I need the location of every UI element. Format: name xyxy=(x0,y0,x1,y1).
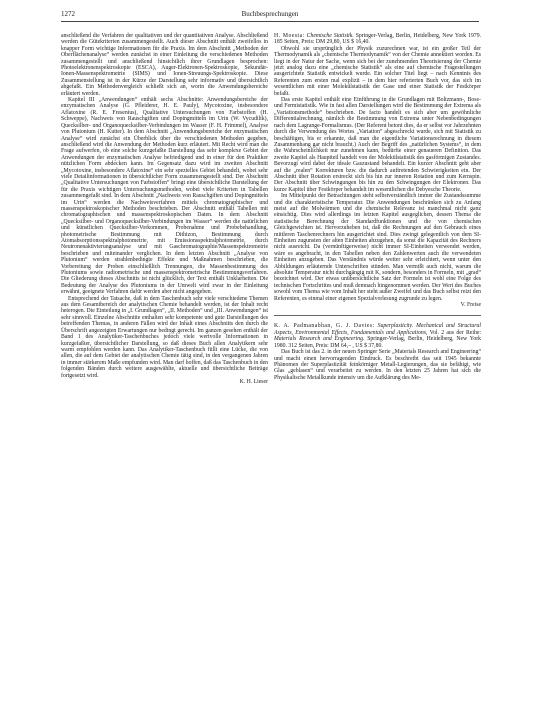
book-title: Superplasticity. Mechanical and Structural Aspects, Environmental Effects, Fundamentals and Applications, xyxy=(274,323,482,336)
right-column xyxy=(274,33,481,381)
page-number: 1272 xyxy=(61,10,75,18)
paragraph: anschließend die Verfahren der qualitativen und der quantitativen Analyse. Abschließend werden die Gütekriterien zusammengestellt. Auch dieser Abschnitt enthält zweifellos in knapper Form wichtige Informationen für die Praxis. Im dem Abschnitt „Methoden der Oberflächenanalyse“ werden zunächst in einer Einleitung die verschiedenen Methoden zusammengestellt und anschließend hinsichtlich ihrer Grundlagen besprochen: Photoelektronenspektroskopie (ESCA), Auger-Elektronen-Spektroskopie, Sekundär-Ionen-Massenspektrometrie (SIMS) und Ionen-Streuungs-Spektroskopie. Diese Zusammenstellung ist in der Kürze der Darstellung sehr informativ und übersichtlich abgefaßt. Ein Methodenvergleich schließt sich an, worin die Anwendungsbereiche erläutert werden. xyxy=(61,33,268,97)
paragraph: Im Mittelpunkt der Betrachtungen steht selbstverständlich immer die Zustandssumme und die charakteristische Temperatur. Die Anwendungen beschränken sich zu Anfang meist auf die Molwärmen und die chemische Relevanz ist manchmal nicht ganz einsichtig. Dies wird allerdings im letzten Kapitel ausgeglichen, dessen Thema die statistische Berechnung der Standardfunktionen und die von chemischen Gleichgewichten ist. Hervorzuheben ist, daß die Rechnungen auf den Gebrauch eines mittleren Taschenrechners hin ausgerichtet sind. Dies zwingt gelegentlich von dem SI-Einheiten zugunsten der alten Einheiten abzugehen, da sonst die Kapazität des Rechners nicht ausreicht. Da (vernünftigerweise) nicht immer SI-Einheiten verwendet werden, wäre es angebracht, in den Tabellen neben den Zahlenwerten auch die verwendeten Einheiten anzugeben. Das Verständnis würde weiter sehr erleichtert, wenn unter den Abbildungen erläuternde Unterschriften stünden. Man vermißt auch nicht, warum die absolute Temperatur nicht durchgängig mit K, sondern, besonders in Formeln, mit „grad“ bezeichnet wird. Der etwas unübersichtliche Satz der Formeln ist wohl eine Folge des technischen Fortschrittes und muß demnach hingenommen werden. Der Wert des Buches sowohl vom Thema wie vom Inhalt her steht außer Zweifel und das Buch selbst reizt den Referenten, es einmal einer eigenen Spezialvorlesung zugrunde zu legen. xyxy=(274,193,481,302)
book-title: Chemische Statistik. xyxy=(306,33,354,39)
reviewer-signature: K. H. Lieser xyxy=(239,378,268,385)
paragraph: Kapitel III „Anwendungen“ enthält sechs Abschnitte: Anwendungsbereiche der enzymatischen Analyse (G. Pfleiderer, H. E. Pauly), Mycotoxine, insbesondere Aflatoxine (R. E. Fresenius), Qualitative Untersuchungen von Farbstoffen (H. Schweppe), Nachweis von Rauschgiften und Dopingmitteln im Urin (W. Vycudilik), Quecksilber- und Organoquecksilber-Verbindungen im Wasser (F. H. Frimmel), Analyse von Plutonium (H. Kutter). In dem Abschnitt „Anwendungsbereiche der enzymatischen Analyse“ wird zunächst ein Überblick über die verschiedenen Methoden gegeben, anschließend wird die Anwendung der Methoden kurz erläutert. Mit Recht wird man die Frage aufwerfen, ob eine solche kurzgefaßte Darstellung das sehr komplexe Gebiet der Anwendungen der enzymatischen Analyse befriedigend und in einer für den Praktiker nützlichen Form abdecken kann. Im Gegensatz dazu wird im zweiten Abschnitt „Mycotoxine, insbesondere Aflatoxine“ ein sehr spezielles Gebiet behandelt, wobei sehr viele Detailinformationen in übersichtlicher Form zusammengestellt sind. Der Abschnitt „Qualitative Untersuchungen von Farbstoffen“ bringt eine übersichtliche Darstellung der für die Praxis wichtigen Untersuchungsmethoden, wobei viele Kriterien in Tabellen zusammengefaßt sind. In dem Abschnitt „Nachweis von Rauschgiften und Dopingmitteln im Urin“ werden die Nachweisverfahren mittels chromatographischer und massenspektroskopischer Methoden beschrieben. Der Abschnitt enthält Tabellen mit chromatographischen und massenspektroskopischen Daten. In dem Abschnitt „Quecksilber- und Organoquecksilber-Verbindungen im Wasser“ werden die natürlichen und künstlichen Quecksilber-Vorkommen, Probenahme und Probebehandlung, photometrische Bestimmung mit Dithizon, Bestimmung durch Atomabsorptionsspektralphotometrie, mit Emissionsspektralphotometrie, durch Neutronenaktivierungsanalyse und mit Gaschromatographie/Massenspektrometrie beschrieben und miteinander verglichen. In dem letzten Abschnitt „Analyse von Plutonium“ werden strahlenbedingte Effekte und Maßnahmen beschrieben, die Vorbereitung der Proben einschließlich Trennungen, die Massenbestimmung des Plutoniums sowie radiometrische und massenspektrometrische Bestimmungsverfahren. Die Gliederung dieses Abschnitts ist nicht glücklich, der Text enthält Unklarheiten. Die Bedeutung der Analyse des Plutoniums in der Umwelt wird zwar in der Einleitung erwähnt, geeignete Verfahren dafür werden aber nicht angegeben. xyxy=(61,97,268,296)
paragraph: Entsprechend der Tatsache, daß in dem Taschenbuch sehr viele verschiedene Themen aus dem Gesamtbereich der analytischen Chemie behandelt werden, ist der Inhalt recht heterogen. Die Einteilung in „I. Grundlagen“, „II. Methoden“ und „III. Anwendungen“ ist sehr sinnvoll. Einzelne Abschnitte enthalten sehr kompetente und gute Darstellungen des betreffenden Themas, in anderen Fällen wird der Inhalt eines Abschnitts den durch die Überschrift angezeigten Erwartungen nur bedingt gerecht. Im ganzen gesehen enthält der Band 1 des Analytiker-Taschenbuches jedoch viele wertvolle Informationen in kurzgefaßter, übersichtlicher Darstellung, so daß dieses Buch allen Analytikern sehr warm empfohlen werden kann. Das Analytiker-Taschenbuch füllt eine Lücke, die von allen, die auf dem Gebiet der analytischen Chemie tätig sind, in den vergangenen Jahren in immer stärkerem Maße empfunden wird. Man darf hoffen, daß das Taschenbuch in den folgenden Bänden durch weitere ausgewählte, aktuelle und übersichtliche Beiträge fortgesetzt wird. xyxy=(61,295,268,379)
review-divider xyxy=(274,315,481,316)
book-publisher-info: Springer-Verlag, Berlin, Heidelberg, New York 1980. 312 Seiten, Preis: DM 64,– , US $ 37,80. xyxy=(274,336,481,349)
book-author: K. A. Padmanabhan, G. J. Davies: xyxy=(274,323,375,330)
paragraph: Obwohl sie ursprünglich der Physik zuzurechnen war, ist ein großer Teil der Thermodynamik als „chemische Thermodynamik“ von der Chemie annektiert worden. Es liegt in der Natur der Sache, wenn sich bei der zunehmenden Theorisierung der Chemie jetzt analog dazu eine „chemische Statistik“ als eine auf chemische Fragestellungen ausgerichtete Statistik entwickelt wurde. Ein solcher Titel liegt – nach Kenntnis des Referenten zum ersten mal explizit – in dem hier referierten Buch vor, das sich im wesentlichen mit einer Molekülstatistik der Gase und einer Statistik der Festkörper befaßt. xyxy=(274,45,481,97)
paragraph: Das erste Kapitel enthält eine Einführung in die Grundlagen mit Boltzmann-, Bose- und Fermistatistik. Wie in fast allen Darstellungen wird die Bestimmung der Extrema als „Variationsmethode“ beschrieben. De facto handelt es sich aber um gewöhnliche Differentialrechnung, nämlich die Bestimmung von Extrema unter Nebenbedingungen nach dem Lagrange-Formalismus. (Der Referent betont dies, da er selbst vor Jahrzehnten durch die Verwendung des Wortes „Variation“ abgeschreckt wurde, sich mit Statistik zu beschäftigen, bis er erkannte, daß man die eigentliche Variationsrechnung in diesem Zusammenhang gar nicht braucht.) Auch der Begriff des „natürlichen Systems“, in dem die Wahrscheinlichkeit nur zunehmen kann, bedürfte einer genaueren Definition. Das zweite Kapitel als Hauptteil handelt von der Molekülstatistik des gasförmigen Zustandes. Bevorzugt wird dabei der ideale Gaszustand behandelt. Ein kurzer Abschnitt geht aber auf die „realen“ Korrekturen bzw. die dadurch auftretenden Schwierigkeiten ein. Der Abschnitt über Rotation erstreckt sich bis hin zur inneren Rotation und zum Kernspin. Der Abschnitt über Schwingungen bis hin zu den Schwingungen der Elektronen. Das kurze Kapitel über Festkörper behandelt im wesentlichen die Debyesche Theorie. xyxy=(274,97,481,193)
reviewer-signature: V. Freise xyxy=(460,302,481,309)
book-author: H. Moesta: xyxy=(274,33,305,39)
left-column xyxy=(61,33,268,385)
running-title: Buchbesprechungen xyxy=(241,10,299,18)
series-title: Materials Research and Engineering. xyxy=(274,336,365,343)
series-prefix: Vol. 2 aus der Reihe: xyxy=(429,329,481,336)
book-publisher-info: Springer-Verlag, Berlin, Heidelberg, New York 1979. 185 Seiten, Preis: DM 29,80, US $ 16,40. xyxy=(274,33,482,46)
paragraph: Das Buch ist das 2. in der neuen Springer Serie „Materials Research and Engineering“ und macht einen hervorragenden Eindruck. Es beschreibt das seit 1945 bekannte Phänomen der Superplastizität feinkörniger Metall-Legierungen, das sie befähigt, wie Glas „geblasen“ und verarbeitet zu werden. In den letzten 25 Jahren hat sich die Physikalische Metallkunde intensiv um die Aufklärung des Me- xyxy=(274,349,481,381)
page-header xyxy=(61,9,479,22)
book-reference xyxy=(274,33,481,46)
book-reference xyxy=(274,323,481,349)
